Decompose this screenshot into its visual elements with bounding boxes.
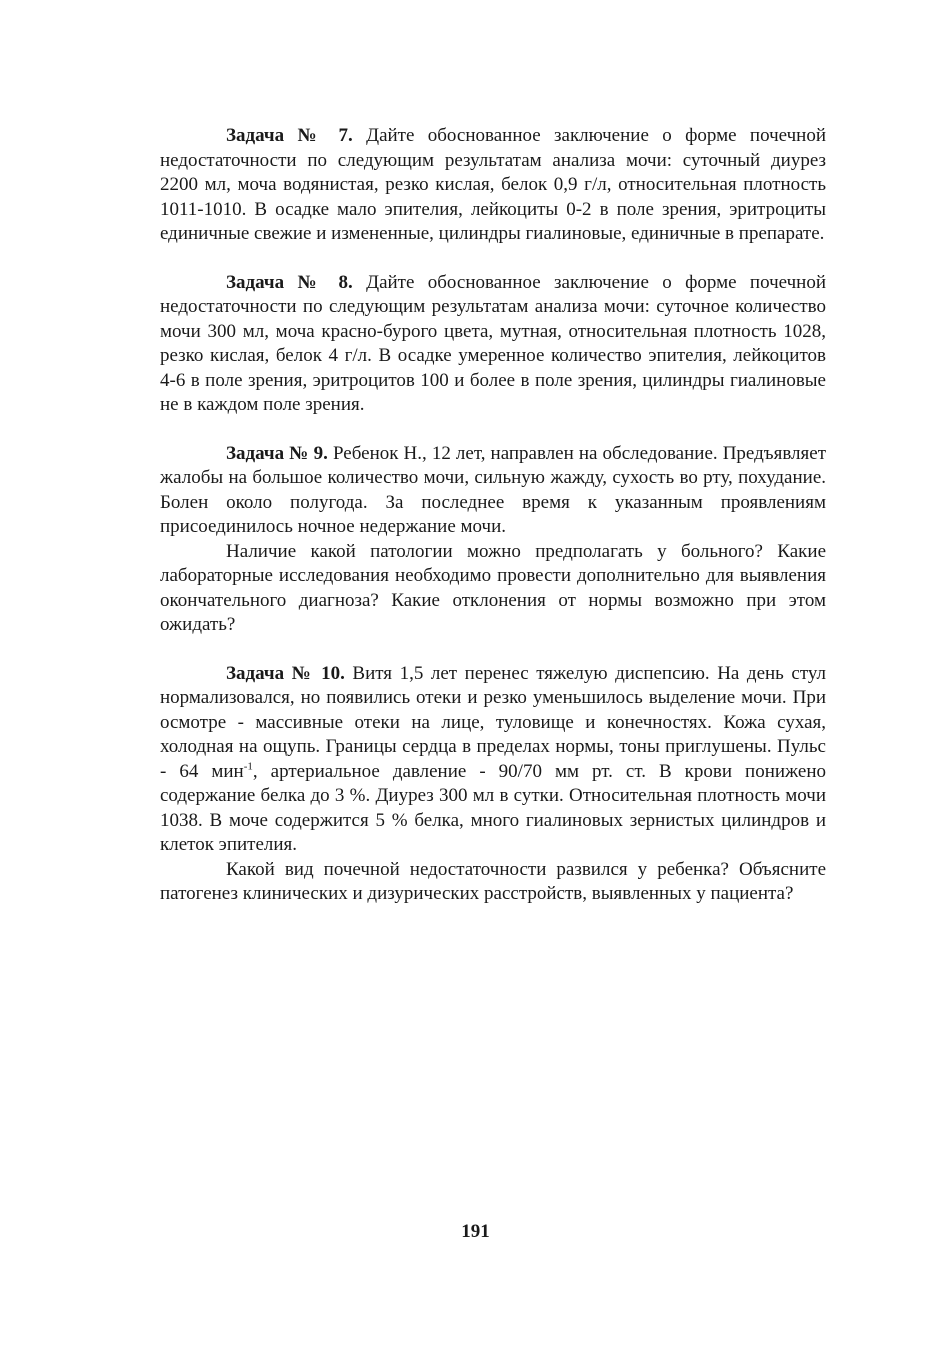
page-content: [160, 124, 826, 931]
task-7-text: [160, 124, 826, 247]
task-7-body: Дайте обоснованное заключение о форме почечной недостаточности по следующим результатам анализа мочи: суточный диурез 2200 мл, моча водянистая, резко кислая, белок 0,9 г/л, относительная плотность 1011-1010. В осадке мало эпителия, лейкоциты 0-2 в поле зрения, эритроциты единичные свежие и измененные, цилиндры гиалиновые, единичные в препарате.: [160, 125, 827, 244]
task-10-body-start: Витя 1,5 лет перенес тяжелую диспепсию. На день стул нормализовался, но появились отеки и резко уменьшилось выделение мочи. При осмотре - массивные отеки на лице, туловище и конечностях. Кожа сухая, холодная на ощупь. Границы сердца в пределах нормы, тоны приглушены. Пульс - 64 мин: [160, 662, 827, 782]
task-8-body: Дайте обоснованное заключение о форме почечной недостаточности по следующим результатам анализа мочи: суточное количество мочи 300 мл, моча красно-бурого цвета, мутная, относительная плотность 1028, резко кислая, белок 4 г/л. В осадке умеренное количество эпителия, лейкоцитов 4-6 в поле зрения, эритроцитов 100 и более в поле зрения, цилиндры гиалиновые не в каждом поле зрения.: [160, 271, 827, 415]
task-10-superscript: -1: [243, 760, 253, 773]
task-7: [160, 124, 826, 247]
task-9-title: Задача № 9.: [226, 442, 328, 464]
task-9-text: [160, 442, 826, 540]
task-8-title: Задача № 8.: [226, 271, 353, 293]
task-9-question: Наличие какой патологии можно предполагать у больного? Какие лабораторные исследования необходимо провести дополнительно для выявления окончательного диагноза? Какие отклонения от нормы возможно при этом ожидать?: [160, 540, 826, 635]
task-9-body: Ребенок Н., 12 лет, направлен на обследование. Предъявляет жалобы на большое количество мочи, сильную жажду, сухость во рту, похудание. Болен около полугода. За последнее время к указанным проявлениям присоединилось ночное недержание мочи.: [160, 442, 827, 537]
page-number: 191: [461, 1221, 490, 1242]
task-10-text: [160, 662, 826, 858]
task-10-body-end: , артериальное давление - 90/70 мм рт. ст. В крови понижено содержание белка до 3 %. Диурез 300 мл в сутки. Относительная плотность мочи 1038. В моче содержится 5 % белка, много гиалиновых зернистых цилиндров и клеток эпителия.: [160, 760, 827, 855]
task-8: [160, 271, 826, 418]
task-10-question: Какой вид почечной недостаточности развился у ребенка? Объясните патогенез клинических и дизурических расстройств, выявленных у пациента?: [160, 858, 826, 904]
task-8-text: [160, 271, 826, 418]
task-10-title: Задача № 10.: [226, 662, 345, 684]
task-7-title: Задача № 7.: [226, 125, 353, 146]
task-9: [160, 442, 826, 638]
task-10: [160, 662, 826, 907]
